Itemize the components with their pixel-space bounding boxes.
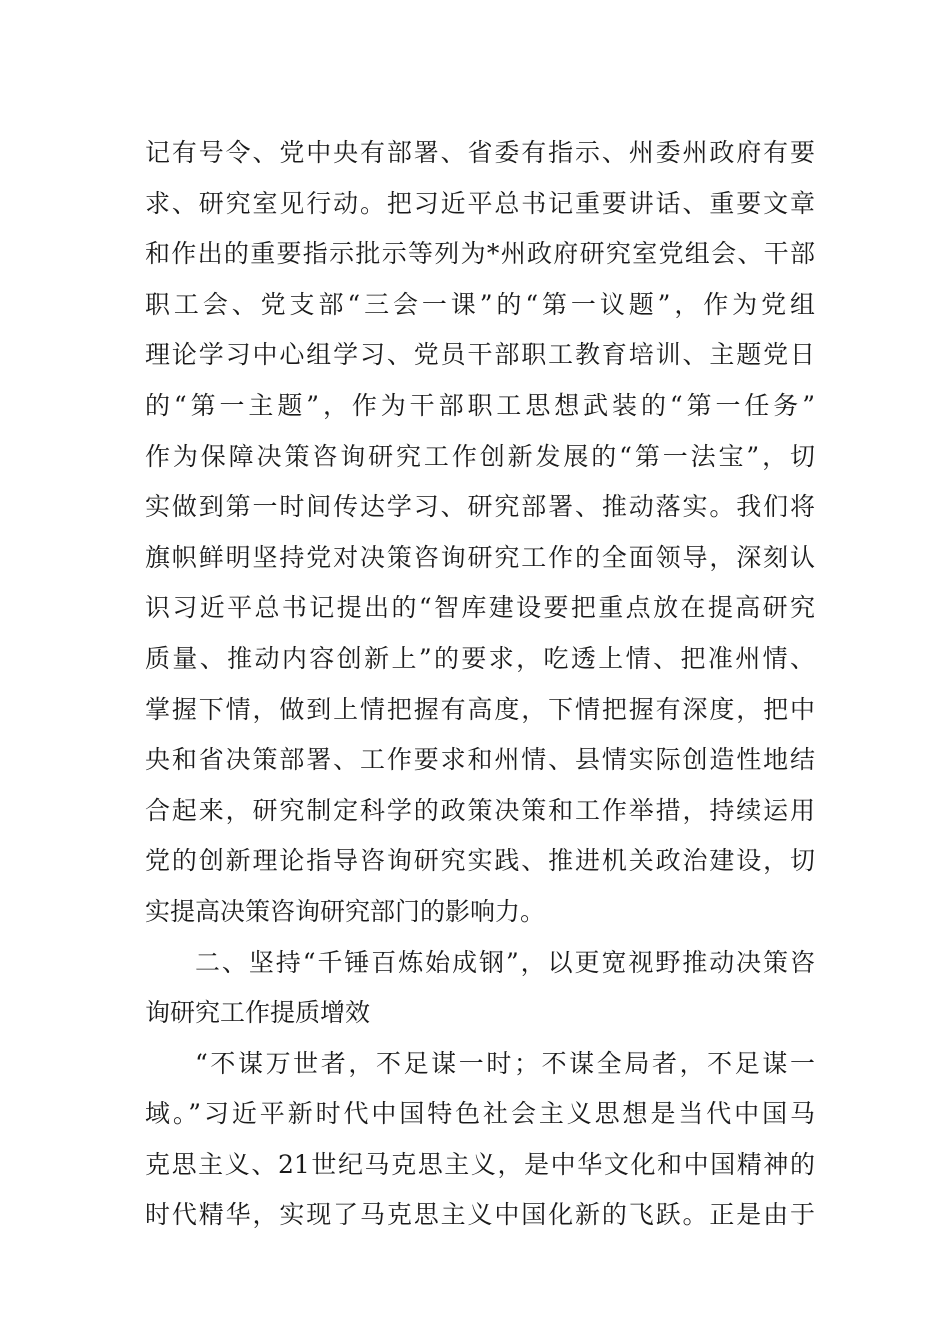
text-line: 央和省决策部署、工作要求和州情、县情实际创造性地结: [145, 745, 815, 775]
text-line: 实提高决策咨询研究部门的影响力。: [145, 896, 546, 926]
body-text: [145, 128, 815, 1241]
text-line: 域。”习近平新时代中国特色社会主义思想是当代中国马: [145, 1099, 815, 1129]
text-line: 识习近平总书记提出的“智库建设要把重点放在提高研究: [145, 593, 815, 623]
text-line: 克思主义、21世纪马克思主义，是中华文化和中国精神的: [145, 1149, 815, 1179]
text-line: 职工会、党支部“三会一课”的“第一议题”，作为党组: [145, 289, 815, 319]
text-line: 时代精华，实现了马克思主义中国化新的飞跃。正是由于: [145, 1200, 815, 1230]
text-line: “不谋万世者，不足谋一时；不谋全局者，不足谋一: [195, 1048, 815, 1078]
text-line: 理论学习中心组学习、党员干部职工教育培训、主题党日: [145, 340, 815, 370]
text-line: 掌握下情，做到上情把握有高度，下情把握有深度，把中: [145, 694, 815, 724]
text-line: 记有号令、党中央有部署、省委有指示、州委州政府有要: [145, 138, 815, 167]
text-line: 质量、推动内容创新上”的要求，吃透上情、把准州情、: [145, 643, 815, 673]
text-line: 求、研究室见行动。把习近平总书记重要讲话、重要文章: [145, 188, 815, 218]
text-line: 合起来，研究制定科学的政策决策和工作举措，持续运用: [145, 795, 815, 825]
text-line: 作为保障决策咨询研究工作创新发展的“第一法宝”，切: [145, 441, 815, 471]
text-line: 旗帜鲜明坚持党对决策咨询研究工作的全面领导，深刻认: [145, 542, 815, 572]
text-line: 和作出的重要指示批示等列为*州政府研究室党组会、干部: [145, 239, 815, 269]
text-line: 党的创新理论指导咨询研究实践、推进机关政治建设，切: [145, 846, 815, 876]
section-heading-continued: 询研究工作提质增效: [145, 998, 371, 1028]
section-heading: 二、坚持“千锤百炼始成钢”，以更宽视野推动决策咨: [195, 947, 815, 977]
text-line: 实做到第一时间传达学习、研究部署、推动落实。我们将: [145, 492, 815, 522]
text-line: 的“第一主题”，作为干部职工思想武装的“第一任务”: [145, 390, 815, 420]
